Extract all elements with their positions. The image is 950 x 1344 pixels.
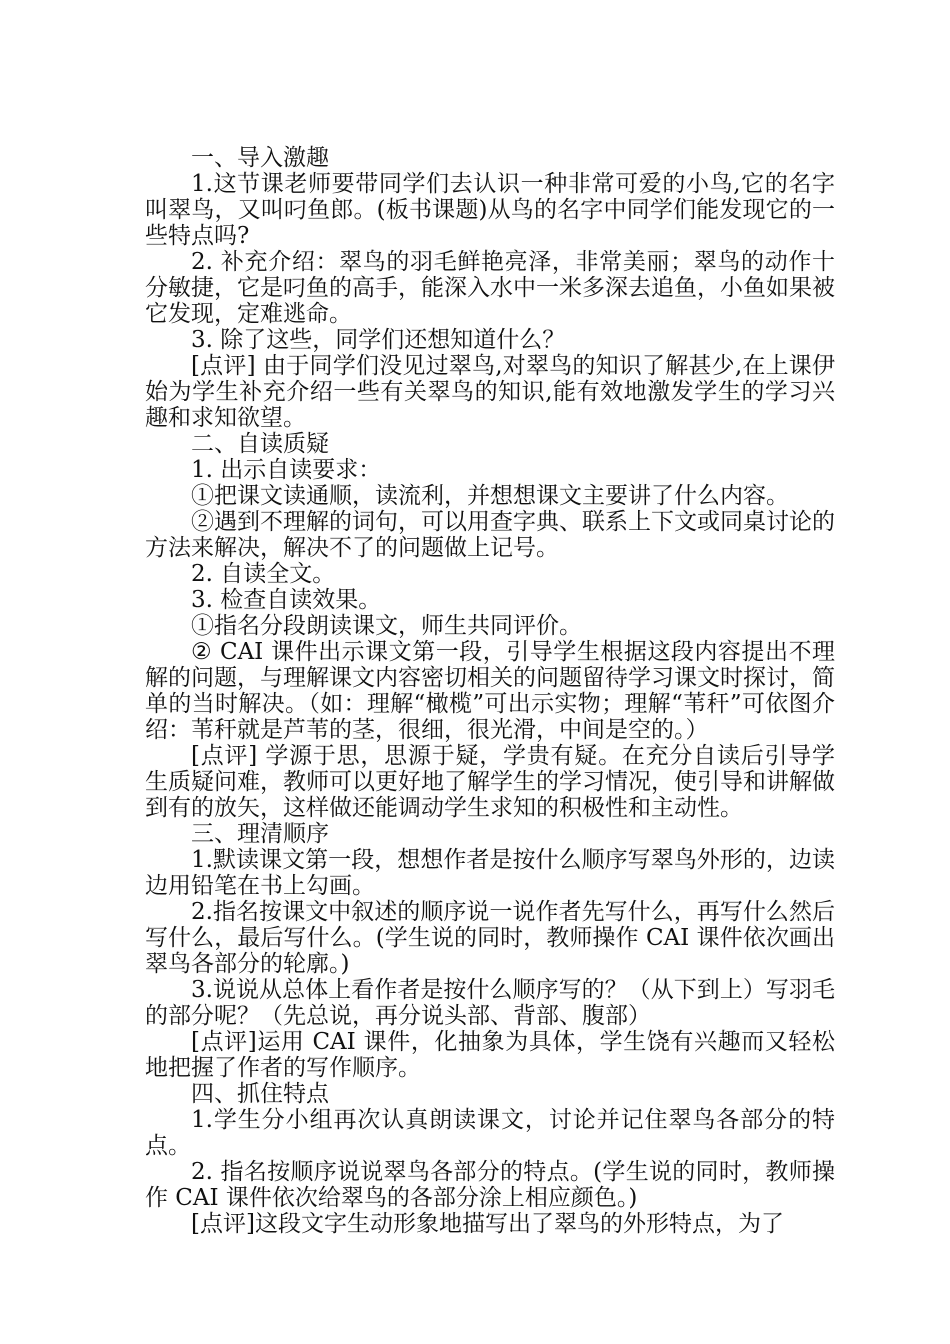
section-heading-4: 四、抓住特点 [191, 1081, 329, 1107]
paragraph: 2. 自读全文。 [191, 561, 336, 587]
document-body [145, 145, 835, 1237]
paragraph: 3. 除了这些，同学们还想知道什么？ [191, 327, 566, 353]
comment-paragraph: [点评]这段文字生动形象地描写出了翠鸟的外形特点，为了 [191, 1211, 784, 1237]
paragraph: 1.这节课老师要带同学们去认识一种非常可爱的小鸟,它的名字叫翠鸟，又叫叼鱼郎。(板书课题)从鸟的名字中同学们能发现它的一些特点吗? [145, 171, 835, 249]
paragraph: 3. 检查自读效果。 [191, 587, 382, 613]
paragraph: 3.说说从总体上看作者是按什么顺序写的？（从下到上）写羽毛的部分呢？（先总说，再分说头部、背部、腹部） [145, 977, 835, 1029]
paragraph: ②遇到不理解的词句，可以用查字典、联系上下文或同桌讨论的方法来解决，解决不了的问题做上记号。 [145, 509, 835, 561]
paragraph: 1. 出示自读要求： [191, 457, 382, 483]
paragraph: ①指名分段朗读课文，师生共同评价。 [191, 613, 582, 639]
comment-paragraph: [点评] 学源于思，思源于疑，学贵有疑。在充分自读后引导学生质疑问难，教师可以更好地了解学生的学习情况，使引导和讲解做到有的放矢，这样做还能调动学生求知的积极性和主动性。 [145, 743, 835, 821]
paragraph: 1.学生分小组再次认真朗读课文，讨论并记住翠鸟各部分的特点。 [145, 1107, 835, 1159]
paragraph: ①把课文读通顺，读流利，并想想课文主要讲了什么内容。 [191, 483, 789, 509]
section-heading-2: 二、自读质疑 [191, 431, 329, 457]
paragraph: 2. 补充介绍：翠鸟的羽毛鲜艳亮泽，非常美丽；翠鸟的动作十分敏捷，它是叼鱼的高手，能深入水中一米多深去追鱼，小鱼如果被它发现，定难逃命。 [145, 249, 835, 327]
comment-paragraph: [点评]运用 CAI 课件，化抽象为具体，学生饶有兴趣而又轻松地把握了作者的写作顺序。 [145, 1029, 835, 1081]
paragraph: 2.指名按课文中叙述的顺序说一说作者先写什么，再写什么然后写什么，最后写什么。(学生说的同时，教师操作 CAI 课件依次画出翠鸟各部分的轮廓。) [145, 899, 835, 977]
paragraph: 2. 指名按顺序说说翠鸟各部分的特点。(学生说的同时，教师操作 CAI 课件依次给翠鸟的各部分涂上相应颜色。) [145, 1159, 835, 1211]
section-heading-3: 三、理清顺序 [191, 821, 329, 847]
paragraph: ② CAI 课件出示课文第一段，引导学生根据这段内容提出不理解的问题，与理解课文内容密切相关的问题留待学习课文时探讨，简单的当时解决。（如：理解“橄榄”可出示实物；理解“苇秆”可依图介绍：苇秆就是芦苇的茎，很细，很光滑，中间是空的。） [145, 639, 835, 743]
comment-paragraph: [点评] 由于同学们没见过翠鸟,对翠鸟的知识了解甚少,在上课伊始为学生补充介绍一些有关翠鸟的知识,能有效地激发学生的学习兴趣和求知欲望。 [145, 353, 835, 431]
paragraph: 1.默读课文第一段，想想作者是按什么顺序写翠鸟外形的，边读边用铅笔在书上勾画。 [145, 847, 835, 899]
section-heading-1: 一、导入激趣 [191, 145, 329, 171]
